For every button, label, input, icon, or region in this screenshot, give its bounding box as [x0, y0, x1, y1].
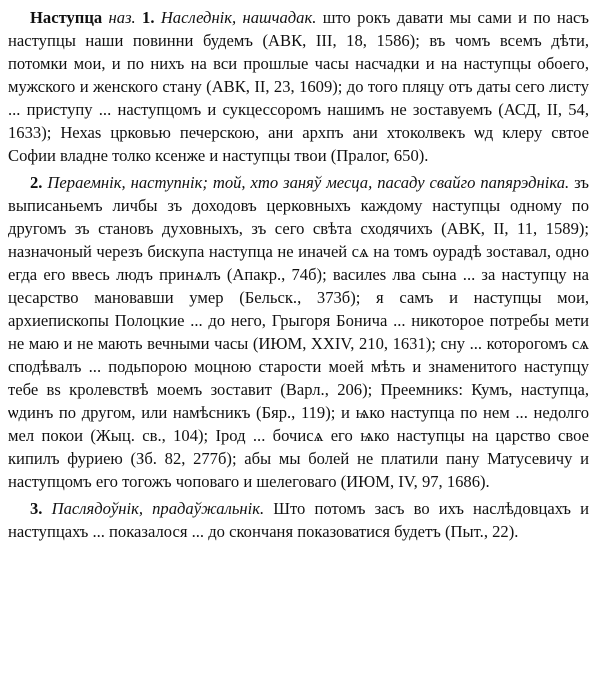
sense-gloss: Паслядоўнік, прадаўжальнік. [51, 499, 265, 518]
part-of-speech: наз. [108, 8, 136, 27]
sense-citations: зъ выписаньемъ личбы зъ доходовъ церковныхъ каждому наступцы одному по другомъ зъ становъ духовныхъ, зъ сего свѣта сходячихъ (АВК, II, 11, 1589); назначоный черезъ бискупа наступца не иначей сѧ на томъ оурадѣ зоставал, одно егда его ввесь людъ принѧлъ (Апакр., 74б); василеѕ лва сына ... за наступцу на цесарство мановавши умер (Бельск., 373б); я самъ и наступцы мои, архиепископы Полоцкие ... до него, Грыгоря Бонича ... никоторое потребы мети не маю и не мають вечными часы (ИЮМ, XXIV, 210, 1631); сну ... которогомъ сѧ сподѣвалъ ... подьпорою моцною старости моей мѣть и знаменитого наступцу тебе вѕ кролевствѣ моемъ зоставит (Варл., 206); Преемникѕ: Кумъ, наступца, ѡдинъ по другом, или намѣсникъ (Бяр., 119); и ѩко наступца по нем ... недолго мел покои (Жыц. св., 104); Ірод ... бочисѧ его ѩко наступцы на царство свое кипилъ фуриею (Зб. 82, 277б); абы мы болей не платили пану Матусевичу и наступцомъ его тогожъ чоповаго и шелеговаго (ИЮМ, IV, 97, 1686). [8, 173, 589, 491]
sense-number: 2. [30, 173, 43, 192]
headword: Наступца [30, 8, 103, 27]
sense-number: 3. [30, 499, 43, 518]
sense-citations: Што потомъ засъ во ихъ наслѣдовцахъ и наступцахъ ... показалося ... до скончаня показоватися будетъ (Пыт., 22). [8, 499, 589, 541]
sense-gloss: Пераемнік, наступнік; той, хто заняў месца, пасаду свайго папярэдніка. [47, 173, 570, 192]
sense-citations: што рокъ давати мы сами и по насъ наступцы наши повинни будемъ (АВК, III, 18, 1586); въ чомъ всемъ дѣти, потомки мои, и по нихъ на вси прошлые часы насчадки и на наступцы обоего, мужского и женского стану (АВК, II, 23, 1609); до того пляцу отъ даты сего листу ... приступу ... наступцомъ и сукцессоромъ нашимъ не зоставуемъ (АСД, II, 54, 1633); Нехаѕ црковью печерскою, ани архпъ ани хтоколвекъ ѡд клеру свтое Софии владне толко ксенже и наступцы твои (Пралог, 650). [8, 8, 590, 165]
sense-number: 1. [142, 8, 155, 27]
sense-2 [8, 171, 589, 493]
sense-3 [8, 497, 589, 543]
sense-gloss: Наследнік, нашчадак. [160, 8, 317, 27]
sense-1 [8, 6, 589, 167]
